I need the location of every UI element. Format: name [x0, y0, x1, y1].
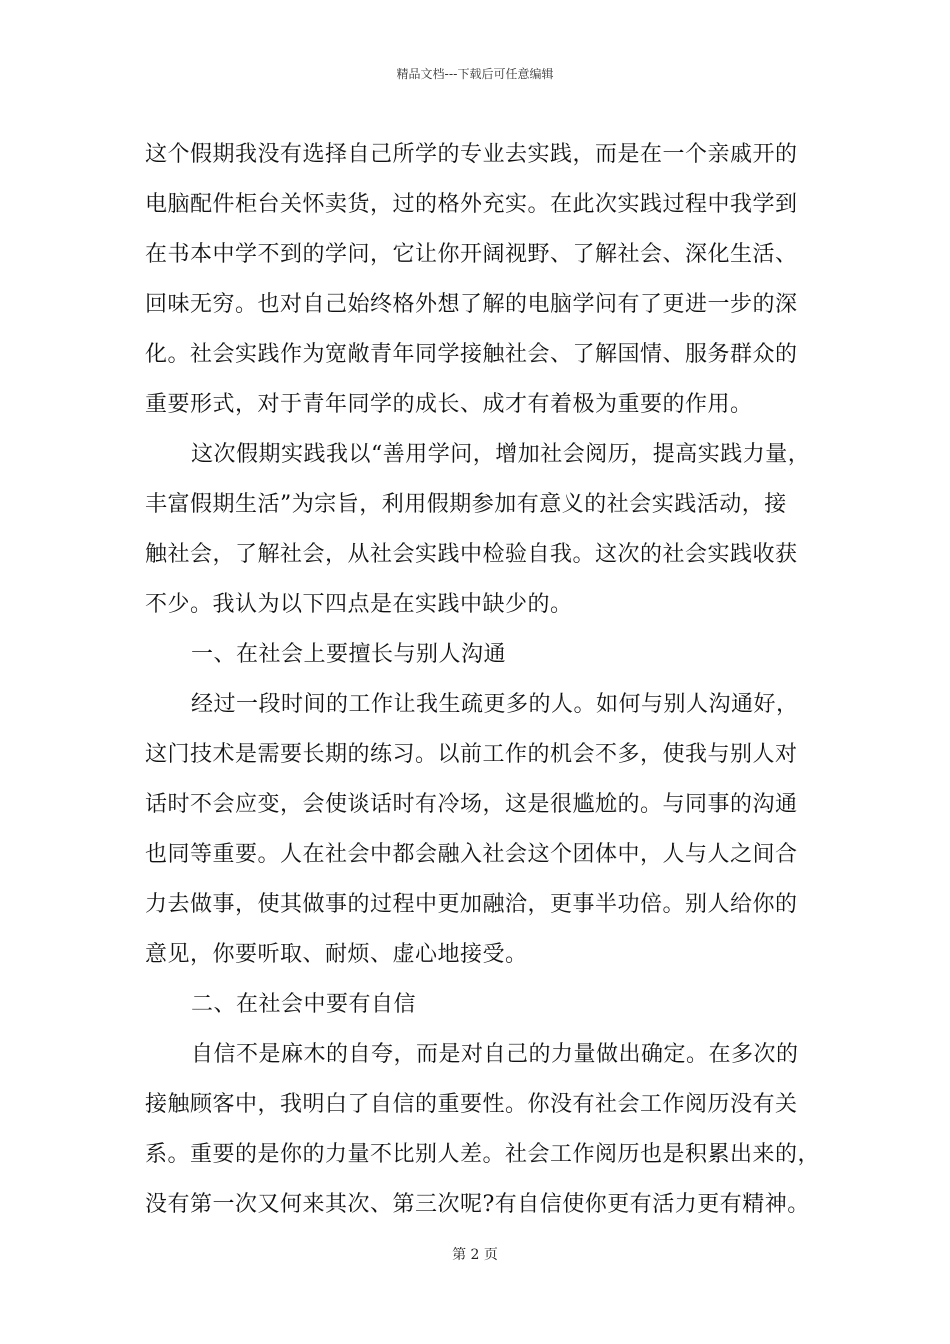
- body-line: 在书本中学不到的学问，它让你开阔视野、了解社会、深化生活、: [145, 242, 798, 267]
- body-line: 力去做事，使其做事的过程中更加融洽，更事半功倍。别人给你的: [145, 892, 798, 917]
- page-number: 第 2 页: [452, 1247, 498, 1263]
- body-line: 也同等重要。人在社会中都会融入社会这个团体中，人与人之间合: [145, 842, 798, 867]
- body-line: 不少。我认为以下四点是在实践中缺少的。: [145, 592, 573, 617]
- body-line: 重要形式，对于青年同学的成长、成才有着极为重要的作用。: [145, 392, 753, 417]
- body-line: 系。重要的是你的力量不比别人差。社会工作阅历也是积累出来的，: [145, 1142, 821, 1167]
- document-body: [145, 130, 821, 1230]
- body-line: 化。社会实践作为宽敞青年同学接触社会、了解国情、服务群众的: [145, 342, 798, 367]
- body-line: 自信不是麻木的自夸，而是对自己的力量做出确定。在多次的: [191, 1042, 799, 1067]
- body-line: 这个假期我没有选择自己所学的专业去实践，而是在一个亲戚开的: [145, 142, 798, 167]
- section-heading: 二、在社会中要有自信: [191, 992, 417, 1017]
- body-line: 话时不会应变，会使谈话时有冷场，这是很尴尬的。与同事的沟通: [145, 792, 798, 817]
- body-line: 丰富假期生活”为宗旨，利用假期参加有意义的社会实践活动，接: [145, 492, 787, 517]
- body-line: 这门技术是需要长期的练习。以前工作的机会不多，使我与别人对: [145, 742, 798, 767]
- body-line: 回味无穷。也对自己始终格外想了解的电脑学问有了更进一步的深: [145, 292, 798, 317]
- body-line: 电脑配件柜台关怀卖货，过的格外充实。在此次实践过程中我学到: [145, 192, 798, 217]
- page-header: 精品文档---下载后可任意编辑: [396, 67, 554, 81]
- body-line: 触社会，了解社会，从社会实践中检验自我。这次的社会实践收获: [145, 542, 798, 567]
- body-line: 没有第一次又何来其次、第三次呢?有自信使你更有活力更有精神。: [145, 1192, 810, 1217]
- body-line: 意见，你要听取、耐烦、虚心地接受。: [145, 942, 528, 967]
- body-line: 经过一段时间的工作让我生疏更多的人。如何与别人沟通好，: [191, 692, 799, 717]
- section-heading: 一、在社会上要擅长与别人沟通: [191, 642, 507, 667]
- body-line: 接触顾客中，我明白了自信的重要性。你没有社会工作阅历没有关: [145, 1092, 798, 1117]
- body-line: 这次假期实践我以“善用学问，增加社会阅历，提高实践力量，: [191, 442, 811, 467]
